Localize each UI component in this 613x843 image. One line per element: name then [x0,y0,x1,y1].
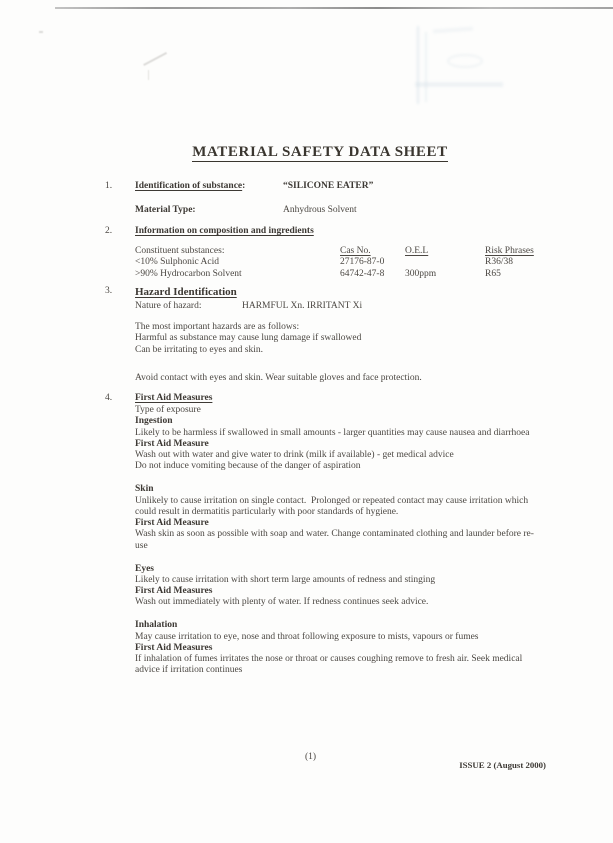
stamp-stroke [447,54,483,68]
cell-substance: >90% Hydrocarbon Solvent [135,268,242,279]
hazard-line: Can be irritating to eyes and skin. [135,344,263,355]
cell-cas: 27176-87-0 [340,257,385,268]
section-3-number: 3. [105,286,113,296]
stamp-stroke [425,32,427,102]
exposure-description: Likely to be harmless if swallowed in small amounts - larger quantities may cause nausea and diarrhoea [135,427,530,438]
cell-cas: 64742-47-8 [340,268,385,279]
measure-text: Wash out immediately with plenty of water. If redness continues seek advice. [135,597,429,608]
faded-stamp-mark [385,18,510,110]
cell-risk: R65 [485,268,501,279]
col-header-risk-phrases: Risk Phrases [485,246,534,256]
hazard-line: Harmful as substance may cause lung damage if swallowed [135,333,362,344]
section-hazard [105,286,573,301]
nature-of-hazard-label: Nature of hazard: [135,301,202,311]
measure-label: First Aid Measure [135,518,209,529]
col-header-oel: O.E.L [405,246,429,256]
type-of-exposure-label: Type of exposure [135,405,201,415]
exposure-label: Eyes [135,563,154,574]
section-identification [105,181,573,195]
section-2-number: 2. [105,226,113,236]
hazard-heading: Hazard Identification [135,286,237,298]
material-type-value: Anhydrous Solvent [283,205,357,215]
table-row [135,269,575,280]
substance-name: “SILICONE EATER” [283,181,374,191]
measure-label: First Aid Measure [135,438,209,449]
identification-heading-colon: : [242,181,246,191]
first-aid-heading: First Aid Measures [135,393,213,403]
composition-table-header-row [135,246,575,257]
material-type-row [105,205,573,219]
measure-label: First Aid Measures [135,642,213,653]
faint-pencil-mark [143,52,167,66]
stamp-stroke [433,27,473,34]
cell-oel: 300ppm [405,268,437,279]
table-row [135,257,575,268]
scan-edge-line [55,7,613,9]
scan-speck [39,31,43,33]
measure-text: Do not induce vomiting because of the danger of aspiration [135,461,361,472]
exposure-label: Ingestion [135,416,173,427]
material-type-label: Material Type: [135,205,196,215]
composition-table [135,246,575,280]
measure-label: First Aid Measures [135,586,213,597]
identification-heading-text: Identification of substance [135,181,243,191]
first-aid-block-ingestion [135,416,537,472]
document-title [27,144,613,161]
section-1-number: 1. [105,181,113,191]
exposure-label: Skin [135,484,154,495]
cell-risk: R36/38 [485,257,513,268]
hazards-intro: The most important hazards are as follows: [135,322,300,332]
first-aid-block-inhalation [135,620,537,676]
hazard-advice: Avoid contact with eyes and skin. Wear suitable gloves and face protection. [135,373,422,383]
exposure-description: Likely to cause irritation with short term large amounts of redness and stinging [135,574,436,585]
nature-of-hazard-row [105,301,573,315]
issue-note: ISSUE 2 (August 2000) [459,760,546,770]
measure-text: Wash skin as soon as possible with soap and water. Change contaminated clothing and launder before re-use [135,529,534,551]
nature-of-hazard-value: HARMFUL Xn. IRRITANT Xi [242,301,363,311]
measure-text: If inhalation of fumes irritates the nose or throat or causes coughing remove to fresh air. Seek medical advice if irritation continues [135,654,525,676]
cell-substance: <10% Sulphonic Acid [135,257,219,268]
stamp-stroke [417,26,419,104]
col-header-substances: Constituent substances: [135,246,225,256]
exposure-description: May cause irritation to eye, nose and throat following exposure to mists, vapours or fumes [135,631,479,642]
measure-text: Wash out with water and give water to drink (milk if available) - get medical advice [135,450,454,461]
exposure-label: Inhalation [135,620,178,631]
composition-heading: Information on composition and ingredients [135,226,314,236]
stamp-stroke [415,82,503,87]
first-aid-body [135,405,537,677]
section-composition [105,226,573,240]
identification-heading [135,181,245,191]
col-header-cas-no: Cas No. [340,246,371,256]
faint-pencil-mark [148,70,156,80]
first-aid-block-eyes [135,564,537,609]
first-aid-block-skin [135,484,537,552]
page-number: (1) [305,752,317,762]
document-title-text: MATERIAL SAFETY DATA SHEET [192,144,448,160]
exposure-description: Unlikely to cause irritation on single contact. Prolonged or repeated contact may cause irritation which could result in dermatitis particularly with poor standards of hygiene. [135,495,531,517]
section-4-number: 4. [105,393,113,403]
